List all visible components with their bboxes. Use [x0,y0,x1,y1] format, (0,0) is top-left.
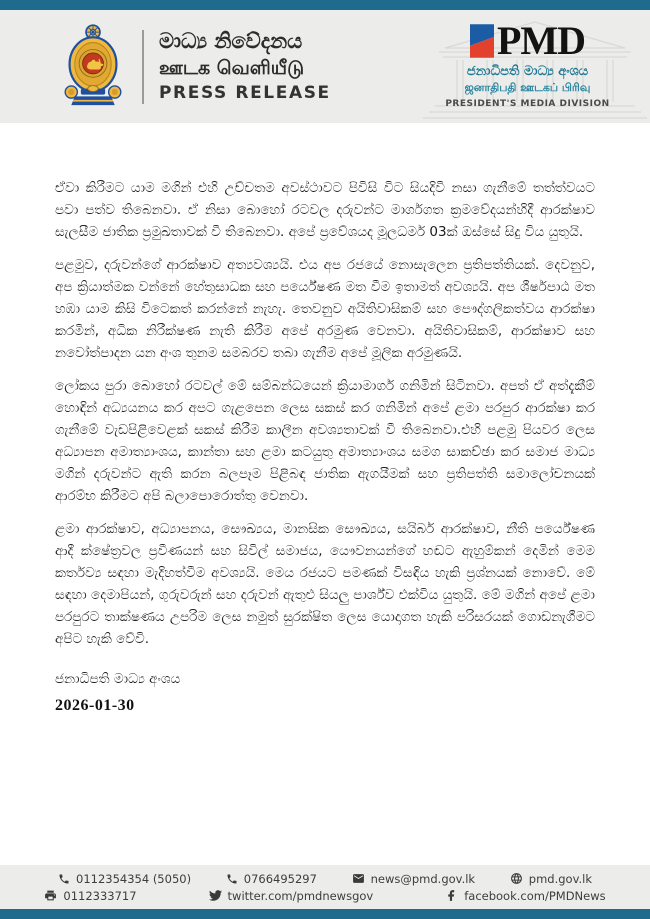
contact-website-url: pmd.gov.lk [528,871,592,886]
pmd-logo-text: PMD [496,18,586,63]
signature-block [55,668,595,717]
contact-twitter-handle: twitter.com/pmdnewsgov [227,888,374,903]
pmd-division-sinhala: ජනාධිපති මාධ්‍ය අංශය [466,64,589,79]
paragraph-1: ඒවා කිරීමට යාම මගින් එහි උච්චතම අවස්ථාවට පිවිසි විට සියදිවි නසා ගැනීමේ තත්ත්වයට පවා පත්ව තිබෙනවා. ඒ නිසා බොහෝ රටවල දරුවන්ට මාර්ගගත ක්‍රමවේදයන්හිදී ආරක්ෂාව සැලසීම ජාතික ප්‍රමුඛතාවක් වී තිබෙනවා. අපේ ප්‍රවේශයද මූලධර්ම 03ක් ඔස්සේ සිදු විය යුතුයි. [55,180,595,240]
pmd-flag-mark-icon [470,24,494,58]
facebook-icon [445,889,458,902]
bottom-accent-bar [0,909,650,919]
contact-email-address: news@pmd.gov.lk [370,871,476,886]
contact-website [510,872,592,886]
title-english: PRESS RELEASE [159,83,331,103]
paragraph-3: ලෝකය පුරා බොහෝ රටවල් මේ සම්බන්ධයෙන් ක්‍රියාමාර්ග ගනිමින් සිටිනවා. අපත් ඒ අත්දැකීම් හොඳින් අධ්‍යයනය කර අපට ගැළපෙන ලෙස සකස් කර ගනිමින් අපේ ළමා පරපුර ආරක්ෂා කර ගැනීමේ වැඩපිළිවෙළක් සකස් කිරීම කාලීන අවශ්‍යතාවක් වී තිබෙනවා.එහි පළමු පියවර ලෙස අධ්‍යාපන අමාත්‍යාංශය, කාන්තා සහ ළමා කටයුතු අමාත්‍යාංශය සමග සාකච්ඡා කර සමාජ මාධ්‍ය මගින් දරුවන්ට ඇති කරන බලපෑම පිළිබඳ ජාතික ඇගයීමක් සහ ප්‍රතිපත්ති සමාලෝචනයක් ආරම්භ කිරීමට අපි බලාපොරොත්තු වෙනවා. [55,378,595,504]
contact-phone-mobile [226,872,317,886]
paragraph-4: ළමා ආරක්ෂාව, අධ්‍යාපනය, සෞඛ්‍යය, මානසික සෞඛ්‍යය, සයිබර් ආරක්ෂාව, නීති පර්යේෂණ ආදී ක්ෂේත්‍රවල ප්‍රවීණයන් සහ සිවිල් සමාජය, යෞවනයන්ගේ හඬට ඇහුම්කන් දෙමින් මෙම කර්තව්‍ය සඳහා මැදිහත්වීම අවශ්‍යයි. මෙය රජයට පමණක් විසඳිය හැකි ප්‍රශ්නයක් නොවේ. මේ සඳහා දෙමාපියන්, ගුරුවරුන් සහ දරුවන් ඇතුළු සියලු පාර්ශ්ව එක්විය යුතුයි. මේ මගින් අපේ ළමා පරපුරට තාක්ෂණය උපරිම ලෙස නමුත් සුරක්ෂිත ලෙස යොදාගත හැකි පරිසරයක් ගොඩනැගීමට අපිට හැකි වේවි. [55,521,595,647]
email-icon [352,872,365,885]
phone-icon [58,873,70,885]
phone-icon [226,873,238,885]
pmd-logo [470,18,586,63]
footer-contact-band [0,865,650,909]
twitter-icon [209,889,222,902]
fax-icon [44,889,57,902]
contact-facebook [445,889,605,903]
contact-fax-number: 0112333717 [63,888,137,903]
pmd-branding-block [415,10,650,123]
top-accent-bar [0,0,650,10]
footer-row-2 [0,889,650,903]
press-release-body [0,123,650,865]
signature-issuer: ජනාධිපති මාධ්‍ය අංශය [55,671,181,687]
paragraph-2: පළමුව, දරුවන්ගේ ආරක්ෂාව අත්‍යවශ්‍යයි. එය අප රජයේ නොසැලෙන ප්‍රතිපත්තියක්. දෙවනුව, අප ක්‍රියාත්මක වන්නේ හේතුසාධක සහ පර්යේෂණ මත වීම ඉතාමත් අවශ්‍යයි. අප ශීර්ෂපාඨ මත හඹා යාම කිසි විටෙකත් කරන්නේ නැහැ. තෙවනුව අයිතිවාසිකම් සහ පෞද්ගලිකත්වය ආරක්ෂා කරමින්, අධික නිරීක්ෂණ නැති කිරීම අපේ අරමුණ වෙනවා. අයිතිවාසිකම්, ආරක්ෂාව සහ නවෝත්පාදන යන අංශ තුනම සමබරව තබා ගැනීම අපේ මූලික අරමුණයි. [55,257,595,361]
contact-twitter [209,889,374,903]
title-sinhala: මාධ්‍ය නිවේදනය [159,29,303,53]
contact-phone-primary-number: 0112354354 (5050) [76,871,192,886]
header-divider [142,30,144,104]
contact-facebook-page: facebook.com/PMDNews [464,888,606,903]
contact-email [352,872,475,886]
sri-lanka-emblem-icon [60,21,126,115]
title-tamil: ஊடக வெளியீடு [159,57,305,79]
contact-fax [44,889,136,903]
pmd-division-english: PRESIDENT'S MEDIA DIVISION [445,99,610,109]
signature-date: 2026-01-30 [55,697,135,714]
globe-icon [510,872,523,885]
letterhead [0,10,650,123]
press-release-title-block [159,31,331,102]
contact-phone-primary [58,872,191,886]
contact-phone-mobile-number: 0766495297 [243,871,317,886]
pmd-division-tamil: ஜனாதிபதி ஊடகப் பிரிவு [464,81,591,94]
footer-row-1 [0,872,650,886]
